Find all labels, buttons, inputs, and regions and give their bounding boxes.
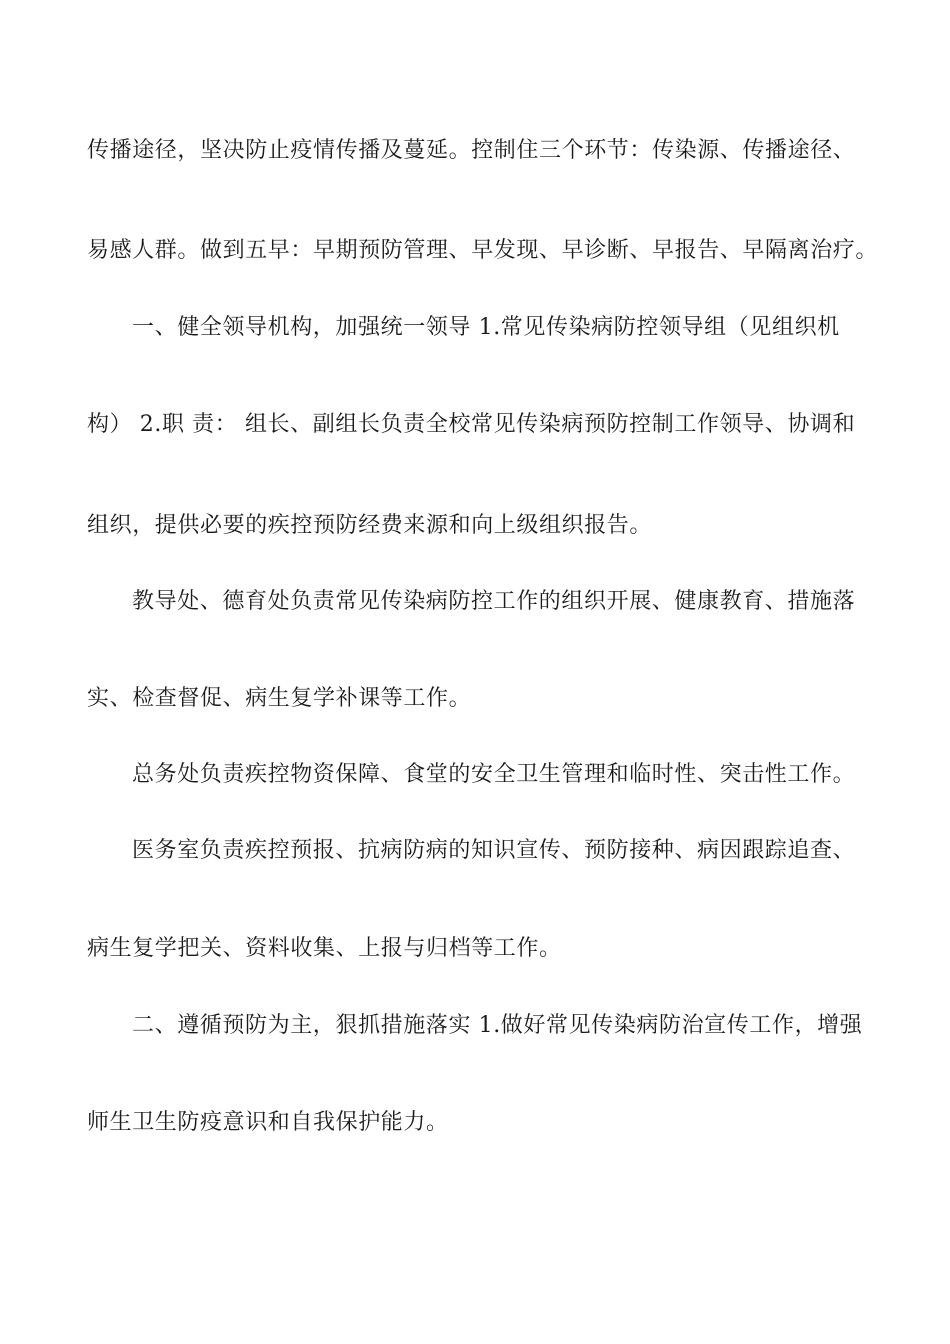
- text-line-12: 师生卫生防疫意识和自我保护能力。: [87, 1110, 449, 1135]
- section-heading-1: 一、健全领导机构，加强统一领导 1.常见传染病防控领导组（见组织机: [132, 315, 840, 340]
- text-line-5: 组织，提供必要的疾控预防经费来源和向上级组织报告。: [87, 513, 653, 538]
- text-line-2: 易感人群。做到五早：早期预防管理、早发现、早诊断、早报告、早隔离治疗。: [87, 238, 879, 263]
- text-line-10: 病生复学把关、资料收集、上报与归档等工作。: [87, 936, 562, 961]
- paragraph-zongwuchu: 总务处负责疾控物资保障、食堂的安全卫生管理和临时性、突击性工作。: [132, 762, 856, 787]
- paragraph-yiwushi: 医务室负责疾控预报、抗病防病的知识宣传、预防接种、病因跟踪追查、: [132, 838, 856, 863]
- paragraph-jiaodaochu: 教导处、德育处负责常见传染病防控工作的组织开展、健康教育、措施落: [132, 589, 856, 614]
- text-line-7: 实、检查督促、病生复学补课等工作。: [87, 686, 472, 711]
- section-heading-2: 二、遵循预防为主，狠抓措施落实 1.做好常见传染病防治宣传工作，增强: [132, 1013, 863, 1038]
- text-line-1: 传播途径，坚决防止疫情传播及蔓延。控制住三个环节：传染源、传播途径、: [87, 138, 856, 163]
- text-line-4: 构） 2.职 责： 组长、副组长负责全校常见传染病预防控制工作领导、协调和: [87, 412, 856, 437]
